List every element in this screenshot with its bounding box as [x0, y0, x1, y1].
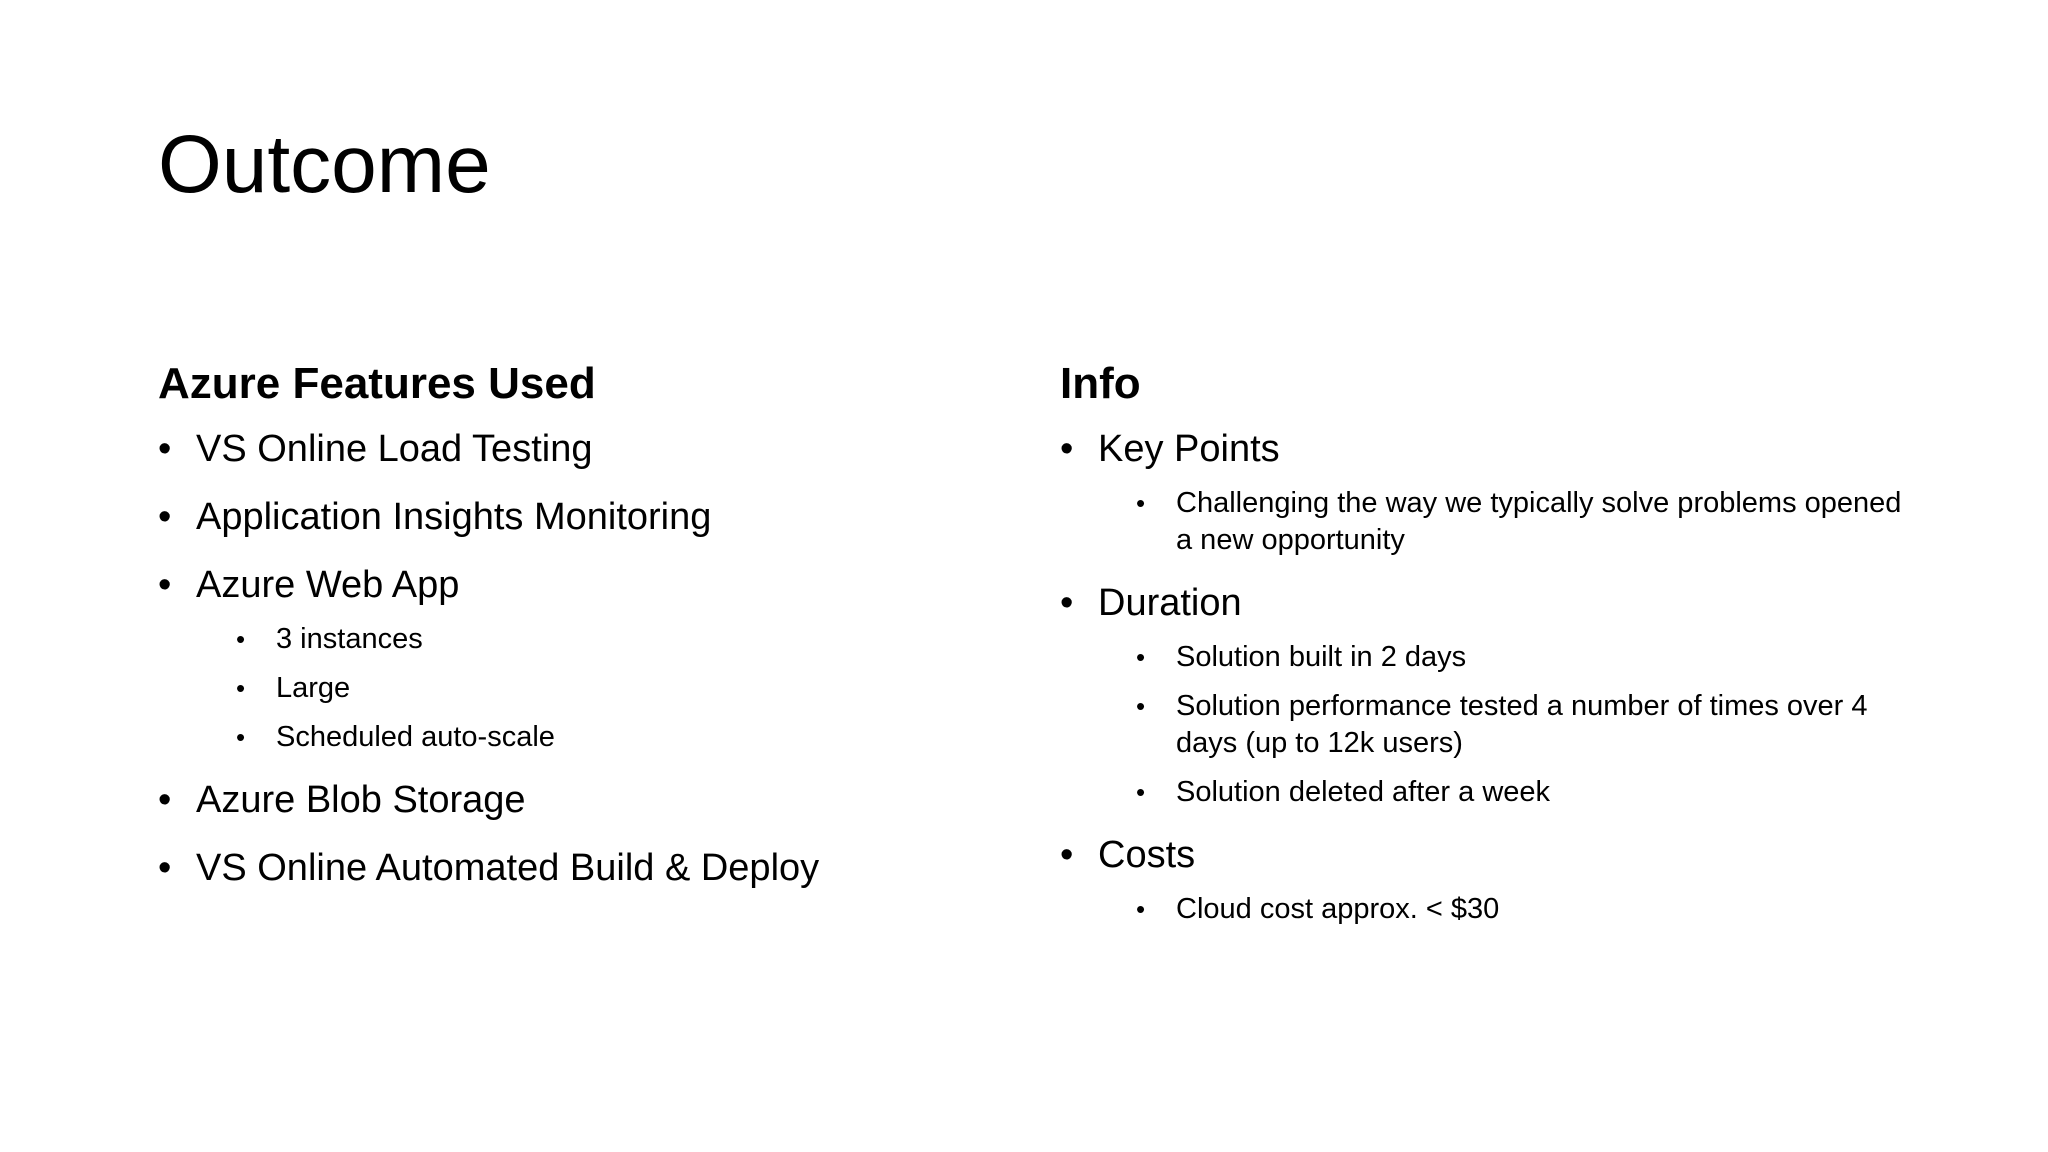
right-column — [1060, 358, 1920, 948]
sub-item-autoscale — [236, 719, 1018, 756]
sub-item-text: Solution performance tested a number of times over 4 days (up to 12k users) — [1176, 689, 1868, 759]
bullet-icon: • — [1136, 776, 1146, 807]
list-item-text: Application Insights Monitoring — [196, 495, 712, 538]
bullet-icon: • — [158, 495, 172, 538]
sub-item-performance-tested — [1136, 688, 1920, 762]
sub-item-text: Solution built in 2 days — [1176, 640, 1467, 673]
sub-item-text: Large — [276, 671, 351, 704]
duration-sublist — [1098, 639, 1920, 811]
right-column-heading: Info — [1060, 359, 1141, 408]
list-item-text: VS Online Automated Build & Deploy — [196, 846, 820, 889]
left-column — [158, 358, 1018, 912]
sub-item-text: 3 instances — [276, 622, 423, 655]
list-item-text: Costs — [1098, 833, 1196, 876]
sub-item-cloud-cost — [1136, 891, 1920, 928]
right-item-key-points — [1060, 425, 1920, 559]
bullet-icon: • — [1136, 690, 1146, 721]
list-item-text: VS Online Load Testing — [196, 427, 593, 470]
bullet-icon: • — [1060, 427, 1074, 470]
left-item-vs-online-load-testing — [158, 425, 1018, 473]
bullet-icon: • — [158, 563, 172, 606]
right-bullet-list — [1060, 425, 1920, 928]
right-item-duration — [1060, 579, 1920, 811]
left-item-application-insights — [158, 493, 1018, 541]
key-points-sublist — [1098, 485, 1920, 559]
bullet-icon: • — [1060, 833, 1074, 876]
sub-item-text: Challenging the way we typically solve problems opened a new opportunity — [1176, 486, 1902, 556]
sub-item-size — [236, 670, 1018, 707]
right-item-costs — [1060, 831, 1920, 928]
bullet-icon: • — [1136, 641, 1146, 672]
sub-item-deleted — [1136, 774, 1920, 811]
bullet-icon: • — [158, 778, 172, 821]
list-item-text: Duration — [1098, 581, 1242, 624]
sub-item-text: Solution deleted after a week — [1176, 775, 1551, 808]
bullet-icon: • — [1136, 487, 1146, 518]
bullet-icon: • — [1060, 581, 1074, 624]
sub-item-text: Scheduled auto-scale — [276, 720, 555, 753]
bullet-icon: • — [236, 623, 246, 654]
bullet-icon: • — [158, 846, 172, 889]
left-item-build-deploy — [158, 844, 1018, 892]
list-item-text: Key Points — [1098, 427, 1280, 470]
sub-item-instances — [236, 621, 1018, 658]
sub-item-text: Cloud cost approx. < $30 — [1176, 892, 1500, 925]
left-item-azure-web-app — [158, 561, 1018, 756]
bullet-icon: • — [1136, 893, 1146, 924]
list-item-text: Azure Web App — [196, 563, 460, 606]
list-item-text: Azure Blob Storage — [196, 778, 526, 821]
left-column-heading: Azure Features Used — [158, 359, 596, 408]
bullet-icon: • — [236, 721, 246, 752]
bullet-icon: • — [158, 427, 172, 470]
azure-web-app-sublist — [196, 621, 1018, 756]
costs-sublist — [1098, 891, 1920, 928]
sub-item-challenging — [1136, 485, 1920, 559]
left-bullet-list — [158, 425, 1018, 892]
sub-item-built — [1136, 639, 1920, 676]
left-item-azure-blob-storage — [158, 776, 1018, 824]
bullet-icon: • — [236, 672, 246, 703]
slide-title: Outcome — [158, 119, 491, 210]
